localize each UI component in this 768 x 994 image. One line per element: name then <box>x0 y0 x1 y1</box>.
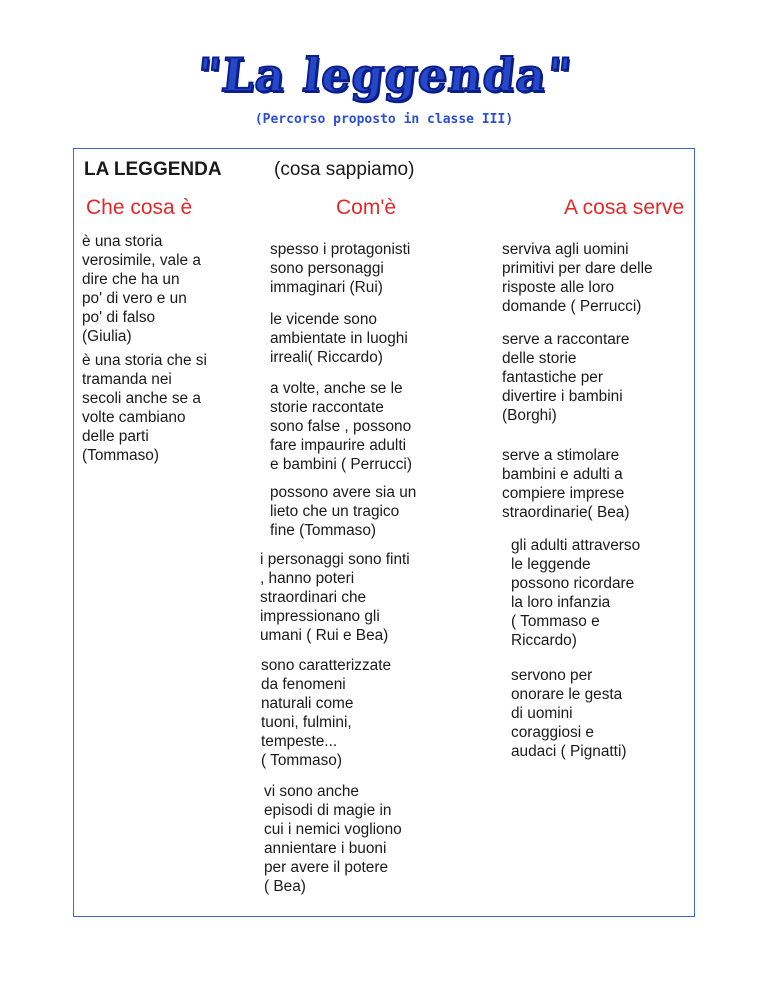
col1-item: è una storia verosimile, vale a dire che ha un po' di vero e un po' di falso (Giulia) <box>82 233 201 345</box>
col2-item: possono avere sia un lieto che un tragico fine (Tommaso) <box>270 484 417 539</box>
col2-item: spesso i protagonisti sono personaggi immaginari (Rui) <box>270 241 411 296</box>
page-title: "La leggenda" <box>193 48 575 102</box>
col2-item: vi sono anche episodi di magie in cui i nemici vogliono annientare i buoni per avere il potere ( Bea) <box>264 783 402 895</box>
column-header-come: Com'è <box>336 196 397 219</box>
column-header-a-cosa-serve: A cosa serve <box>564 196 685 219</box>
page-subtitle: (Percorso proposto in classe III) <box>254 112 514 127</box>
col3-item: serviva agli uomini primitivi per dare delle risposte alle loro domande ( Perrucci) <box>502 241 653 315</box>
col3-item: servono per onorare le gesta di uomini coraggiosi e audaci ( Pignatti) <box>511 667 627 760</box>
col1-item: è una storia che si tramanda nei secoli anche se a volte cambiano delle parti (Tommaso) <box>82 352 207 464</box>
col3-item: gli adulti attraverso le leggende possono ricordare la loro infanzia ( Tommaso e Riccardo) <box>511 537 641 649</box>
col2-item: le vicende sono ambientate in luoghi irreali( Riccardo) <box>270 311 408 366</box>
table-heading-note: (cosa sappiamo) <box>274 159 415 180</box>
table-heading: LA LEGGENDA <box>84 159 222 180</box>
page-title-wrap <box>0 48 768 102</box>
column-header-che-cosa-e: Che cosa è <box>86 196 193 219</box>
col2-item: i personaggi sono finti , hanno poteri straordinari che impressionano gli umani ( Rui e Bea) <box>260 551 410 644</box>
col2-item: a volte, anche se le storie raccontate sono false , possono fare impaurire adulti e bambini ( Perrucci) <box>270 380 412 473</box>
col2-item: sono caratterizzate da fenomeni naturali come tuoni, fulmini, tempeste... ( Tommaso) <box>261 657 392 769</box>
legend-table <box>73 148 695 917</box>
col3-item: serve a raccontare delle storie fantastiche per divertire i bambini (Borghi) <box>502 331 630 424</box>
col3-item: serve a stimolare bambini e adulti a compiere imprese straordinarie( Bea) <box>502 447 630 521</box>
